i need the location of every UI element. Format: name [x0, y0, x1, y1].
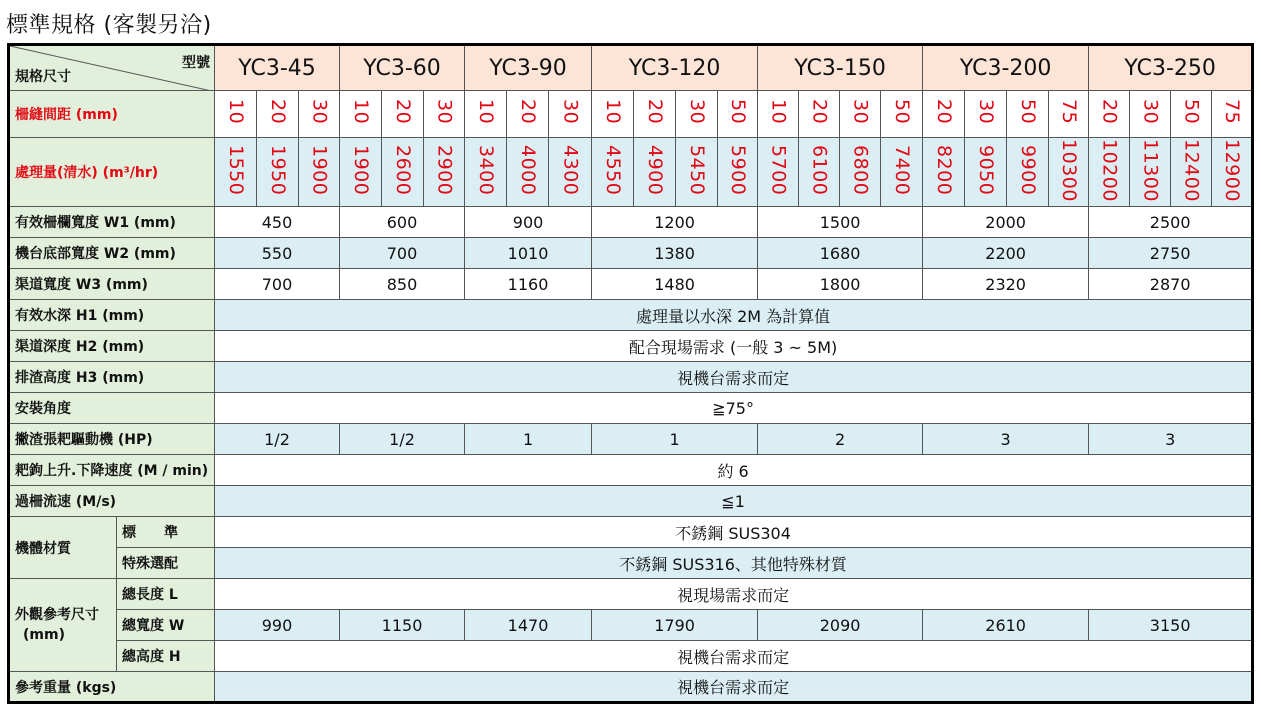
material-row [9, 517, 1253, 548]
page-title: 標準規格 (客製另洽) [6, 13, 212, 38]
screen-gap-row-cell [1130, 91, 1171, 138]
install-angle-row-label: 安裝角度 [9, 393, 215, 424]
w2-row-value: 2200 [923, 238, 1089, 269]
capacity-row-cell [1130, 138, 1171, 207]
w3-row-label: 渠道寬度 W3 (mm) [9, 269, 215, 300]
w1-row [9, 207, 1253, 238]
w1-row-value: 450 [215, 207, 340, 238]
w3-row-value: 2870 [1089, 269, 1253, 300]
capacity-row-cell [1049, 138, 1089, 207]
capacity-row-value: 3400 [475, 144, 498, 196]
dim-width-value: 990 [215, 610, 340, 641]
dim-width-value: 1790 [592, 610, 758, 641]
screen-gap-row-value: 10 [767, 99, 790, 125]
capacity-row-cell [840, 138, 881, 207]
capacity-row-value: 4000 [517, 144, 540, 196]
screen-gap-row-value: 10 [350, 99, 373, 125]
screen-gap-row-cell [424, 91, 465, 138]
flow-velocity-row [9, 486, 1253, 517]
model-name: YC3-90 [465, 45, 592, 91]
motor-row-label: 撇渣張耙驅動機 (HP) [9, 424, 215, 455]
capacity-row-value: 5450 [686, 144, 709, 196]
discharge-height-row-label: 排渣高度 H3 (mm) [9, 362, 215, 393]
w2-row-value: 1680 [758, 238, 923, 269]
screen-gap-row-value: 20 [517, 99, 540, 125]
capacity-row-value: 4300 [559, 144, 582, 196]
capacity-row-value: 10200 [1098, 138, 1121, 202]
capacity-row-cell [1171, 138, 1212, 207]
screen-gap-row-cell [1007, 91, 1049, 138]
rake-speed-row [9, 455, 1253, 486]
screen-gap-row-value: 30 [1139, 99, 1162, 125]
capacity-row-cell [1089, 138, 1130, 207]
screen-gap-row-cell [758, 91, 799, 138]
screen-gap-row-cell [1049, 91, 1089, 138]
w1-row-value: 1200 [592, 207, 758, 238]
capacity-row-value: 1900 [308, 144, 331, 196]
model-name: YC3-120 [592, 45, 758, 91]
capacity-row-cell [718, 138, 758, 207]
channel-depth-row-value: 配合現場需求 (一般 3 ~ 5M) [215, 331, 1253, 362]
capacity-row-value: 10300 [1058, 138, 1081, 202]
capacity-row-value: 4550 [602, 144, 625, 196]
w1-row-value: 600 [340, 207, 465, 238]
weight-row-value: 視機台需求而定 [215, 672, 1253, 703]
capacity-row-cell [507, 138, 549, 207]
capacity-row-cell [965, 138, 1007, 207]
w2-row-value: 2750 [1089, 238, 1253, 269]
dimensions-label [9, 579, 117, 672]
screen-gap-row-value: 20 [933, 99, 956, 125]
motor-row-value: 1/2 [215, 424, 340, 455]
w2-row-value: 700 [340, 238, 465, 269]
motor-row-value: 3 [923, 424, 1089, 455]
model-name: YC3-60 [340, 45, 465, 91]
dim-width-label: 總寬度 W [117, 610, 215, 641]
screen-gap-row-value: 50 [1017, 99, 1040, 125]
screen-gap-row-cell [507, 91, 549, 138]
screen-gap-row-value: 20 [392, 99, 415, 125]
w2-row [9, 238, 1253, 269]
w3-row-value: 1480 [592, 269, 758, 300]
w2-row-value: 1010 [465, 238, 592, 269]
screen-gap-row-value: 10 [225, 99, 247, 125]
screen-gap-row-cell [799, 91, 840, 138]
screen-gap-row-value: 50 [727, 99, 750, 125]
capacity-row-cell [340, 138, 382, 207]
dim-width-value: 2090 [758, 610, 923, 641]
w1-row-label: 有效柵欄寬度 W1 (mm) [9, 207, 215, 238]
capacity-row-value: 5900 [727, 144, 750, 196]
screen-gap-row-value: 75 [1058, 99, 1081, 125]
screen-gap-row-cell [923, 91, 965, 138]
material-sub-label: 特殊選配 [117, 548, 215, 579]
material-value: 不銹鋼 SUS316、其他特殊材質 [215, 548, 1253, 579]
rake-speed-row-value: 約 6 [215, 455, 1253, 486]
dim-width-value: 3150 [1089, 610, 1253, 641]
screen-gap-row-value: 75 [1221, 99, 1244, 125]
screen-gap-row-value: 30 [975, 99, 998, 125]
capacity-row-cell [549, 138, 592, 207]
weight-row [9, 672, 1253, 703]
screen-gap-row-value: 30 [308, 99, 331, 125]
dimensions-label-text: 外觀參考尺寸 [15, 607, 99, 623]
flow-velocity-row-value: ≦1 [215, 486, 1253, 517]
w2-row-value: 1380 [592, 238, 758, 269]
dim-height-row [9, 641, 1253, 672]
dim-length-row [9, 579, 1253, 610]
screen-gap-row-cell [257, 91, 299, 138]
screen-gap-row-value: 20 [644, 99, 667, 125]
discharge-height-row-value: 視機台需求而定 [215, 362, 1253, 393]
w3-row-value: 850 [340, 269, 465, 300]
screen-gap-row-value: 30 [686, 99, 709, 125]
dim-height-value: 視機台需求而定 [215, 641, 1253, 672]
capacity-row-cell [923, 138, 965, 207]
capacity-row-value: 7400 [891, 144, 914, 196]
rake-speed-row-label: 耙鉤上升.下降速度 (M / min) [9, 455, 215, 486]
capacity-row-cell [257, 138, 299, 207]
screen-gap-row-cell [1212, 91, 1253, 138]
motor-row-value: 1/2 [340, 424, 465, 455]
motor-row-value: 2 [758, 424, 923, 455]
screen-gap-row-cell [299, 91, 340, 138]
screen-gap-row-cell [634, 91, 676, 138]
water-depth-row-value: 處理量以水深 2M 為計算值 [215, 300, 1253, 331]
capacity-row-cell [799, 138, 840, 207]
screen-gap-row-cell [840, 91, 881, 138]
w3-row [9, 269, 1253, 300]
screen-gap-row [9, 91, 1253, 138]
capacity-row-cell [382, 138, 424, 207]
screen-gap-row-cell [718, 91, 758, 138]
motor-row-value: 3 [1089, 424, 1253, 455]
dim-length-value: 視現場需求而定 [215, 579, 1253, 610]
material-row [9, 548, 1253, 579]
screen-gap-row-value: 20 [808, 99, 831, 125]
screen-gap-row-value: 30 [559, 99, 582, 125]
dim-width-value: 2610 [923, 610, 1089, 641]
capacity-row-value: 12900 [1221, 138, 1244, 202]
w1-row-value: 900 [465, 207, 592, 238]
discharge-height-row [9, 362, 1253, 393]
water-depth-row-label: 有效水深 H1 (mm) [9, 300, 215, 331]
material-value: 不銹鋼 SUS304 [215, 517, 1253, 548]
capacity-row-value: 1900 [350, 144, 373, 196]
screen-gap-row-cell [676, 91, 718, 138]
capacity-row-value: 8200 [933, 144, 956, 196]
capacity-row-value: 9050 [975, 144, 998, 196]
weight-row-label: 參考重量 (kgs) [9, 672, 215, 703]
w3-row-value: 700 [215, 269, 340, 300]
screen-gap-row-cell [465, 91, 507, 138]
screen-gap-row-value: 20 [1098, 99, 1121, 125]
capacity-row-cell [634, 138, 676, 207]
material-label: 機體材質 [9, 517, 117, 579]
screen-gap-row-value: 10 [602, 99, 625, 125]
capacity-row-value: 11300 [1139, 138, 1162, 202]
model-label: 型號 [182, 55, 210, 71]
screen-gap-row-value: 20 [267, 99, 289, 125]
model-name: YC3-250 [1089, 45, 1253, 91]
capacity-row-cell [592, 138, 634, 207]
motor-row [9, 424, 1253, 455]
capacity-row-cell [424, 138, 465, 207]
screen-gap-row-value: 50 [1180, 99, 1203, 125]
capacity-row [9, 138, 1253, 207]
water-depth-row [9, 300, 1253, 331]
model-name: YC3-150 [758, 45, 923, 91]
screen-gap-row-cell [592, 91, 634, 138]
w3-row-value: 2320 [923, 269, 1089, 300]
w3-row-value: 1160 [465, 269, 592, 300]
capacity-row-cell [676, 138, 718, 207]
screen-gap-row-cell [382, 91, 424, 138]
capacity-row-value: 12400 [1180, 138, 1203, 202]
screen-gap-row-value: 30 [849, 99, 872, 125]
motor-row-value: 1 [592, 424, 758, 455]
screen-gap-row-cell [965, 91, 1007, 138]
screen-gap-row-cell [1171, 91, 1212, 138]
screen-gap-row-cell [549, 91, 592, 138]
capacity-row-cell [881, 138, 923, 207]
capacity-row-value: 5700 [767, 144, 790, 196]
header-row [9, 45, 1253, 91]
dimensions-unit: (mm) [23, 627, 65, 643]
capacity-row-value: 1550 [225, 144, 247, 196]
install-angle-row-value: ≧75° [215, 393, 1253, 424]
screen-gap-row-value: 10 [475, 99, 498, 125]
screen-gap-row-value: 50 [891, 99, 914, 125]
model-name: YC3-45 [215, 45, 340, 91]
dim-width-row [9, 610, 1253, 641]
screen-gap-row-cell [340, 91, 382, 138]
capacity-row-cell [215, 138, 257, 207]
spec-label: 規格尺寸 [15, 69, 71, 85]
capacity-row-value: 4900 [644, 144, 667, 196]
capacity-row-value: 2600 [392, 144, 415, 196]
channel-depth-row [9, 331, 1253, 362]
screen-gap-row-cell [215, 91, 257, 138]
screen-gap-row-value: 30 [433, 99, 456, 125]
capacity-row-value: 1950 [267, 144, 289, 196]
model-name: YC3-200 [923, 45, 1089, 91]
motor-row-value: 1 [465, 424, 592, 455]
screen-gap-row-cell [1089, 91, 1130, 138]
w2-row-label: 機台底部寬度 W2 (mm) [9, 238, 215, 269]
spec-table [7, 43, 1254, 704]
dim-length-label: 總長度 L [117, 579, 215, 610]
w2-row-value: 550 [215, 238, 340, 269]
channel-depth-row-label: 渠道深度 H2 (mm) [9, 331, 215, 362]
screen-gap-row-label: 柵縫間距 (mm) [9, 91, 215, 138]
install-angle-row [9, 393, 1253, 424]
capacity-row-cell [1212, 138, 1253, 207]
dim-width-value: 1150 [340, 610, 465, 641]
capacity-row-value: 2900 [433, 144, 456, 196]
material-sub-label: 標 準 [117, 517, 215, 548]
dim-width-value: 1470 [465, 610, 592, 641]
capacity-row-value: 6800 [849, 144, 872, 196]
dim-height-label: 總高度 H [117, 641, 215, 672]
capacity-row-value: 6100 [808, 144, 831, 196]
capacity-row-cell [299, 138, 340, 207]
header-corner [9, 45, 215, 91]
capacity-row-cell [1007, 138, 1049, 207]
w3-row-value: 1800 [758, 269, 923, 300]
capacity-row-value: 9900 [1017, 144, 1040, 196]
flow-velocity-row-label: 過柵流速 (M/s) [9, 486, 215, 517]
screen-gap-row-cell [881, 91, 923, 138]
capacity-row-cell [758, 138, 799, 207]
capacity-row-cell [465, 138, 507, 207]
w1-row-value: 2500 [1089, 207, 1253, 238]
w1-row-value: 1500 [758, 207, 923, 238]
w1-row-value: 2000 [923, 207, 1089, 238]
capacity-row-label: 處理量(清水) (m³/hr) [9, 138, 215, 207]
